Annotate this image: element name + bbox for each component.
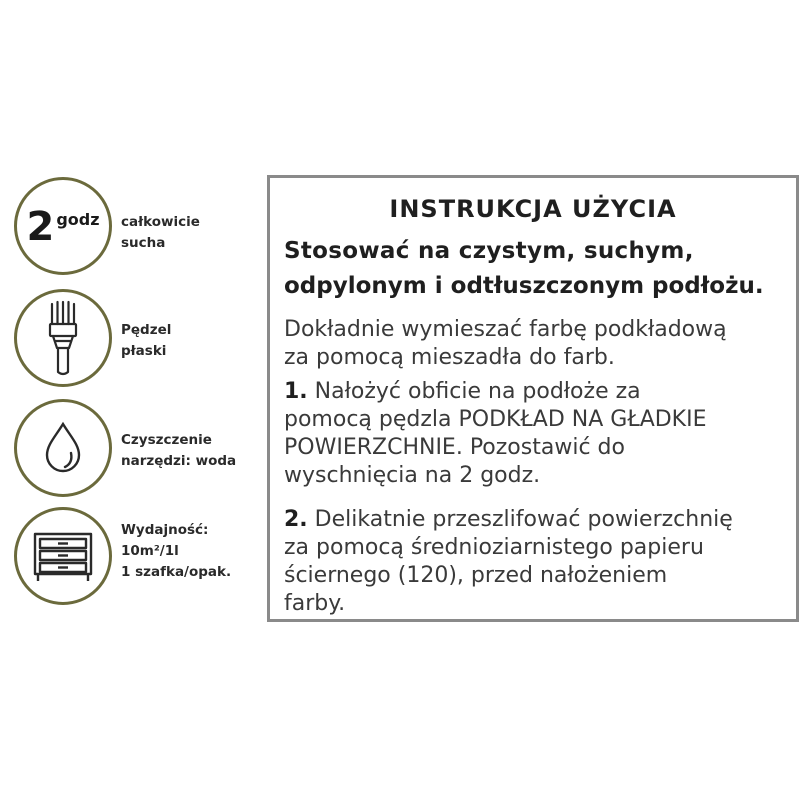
cabinet-icon [14, 507, 112, 605]
step-2-number: 2. [284, 507, 308, 532]
step-1-number: 1. [284, 379, 308, 404]
drying-hours-unit: godz [56, 210, 100, 229]
step-2-line: ściernego (120), przed nałożeniem [284, 563, 668, 588]
mix-paragraph [284, 316, 782, 372]
drop-graphic [43, 421, 83, 475]
brush-graphic [43, 300, 83, 376]
caption-line: 1 szafka/opak. [121, 564, 232, 580]
drying-time-item [14, 177, 274, 285]
caption-line: 10m²/1l [121, 543, 179, 559]
step-2 [284, 506, 782, 618]
mix-line: Dokładnie wymieszać farbę podkładową [284, 317, 727, 342]
caption-line: płaski [121, 343, 167, 359]
cabinet-graphic [32, 529, 94, 583]
step-1-line: Nałożyć obficie na podłoże za [314, 379, 641, 404]
brush-item [14, 289, 274, 397]
coverage-caption [121, 520, 231, 583]
intro-line: odpylonym i odtłuszczonym podłożu. [284, 273, 764, 299]
caption-line: sucha [121, 235, 166, 251]
step-1-line: wyschnięcia na 2 godz. [284, 463, 541, 488]
drying-caption [121, 212, 200, 254]
water-drop-icon [14, 399, 112, 497]
intro-line: Stosować na czystym, suchym, [284, 238, 694, 264]
caption-line: narzędzi: woda [121, 453, 237, 469]
step-1-line: POWIERZCHNIE. Pozostawić do [284, 435, 625, 460]
step-2-line: Delikatnie przeszlifować powierzchnię [314, 507, 733, 532]
flat-brush-icon [14, 289, 112, 387]
instructions-title: INSTRUKCJA UŻYCIA [389, 195, 677, 223]
step-1 [284, 378, 782, 490]
cleaning-item [14, 399, 274, 507]
caption-line: całkowicie [121, 214, 200, 230]
step-2-line: farby. [284, 591, 346, 616]
step-1-line: pomocą pędzla PODKŁAD NA GŁADKIE [284, 407, 707, 432]
instructions-box [267, 175, 799, 622]
step-2-line: za pomocą średnioziarnistego papieru [284, 535, 704, 560]
mix-line: za pomocą mieszadła do farb. [284, 345, 615, 370]
caption-line: Czyszczenie [121, 432, 212, 448]
brush-caption [121, 320, 171, 362]
two-hours-icon [14, 177, 112, 275]
caption-line: Pędzel [121, 322, 172, 338]
caption-line: Wydajność: [121, 522, 209, 538]
coverage-item [14, 507, 274, 615]
cleaning-caption [121, 430, 236, 472]
drying-hours-number: 2 [26, 204, 54, 250]
